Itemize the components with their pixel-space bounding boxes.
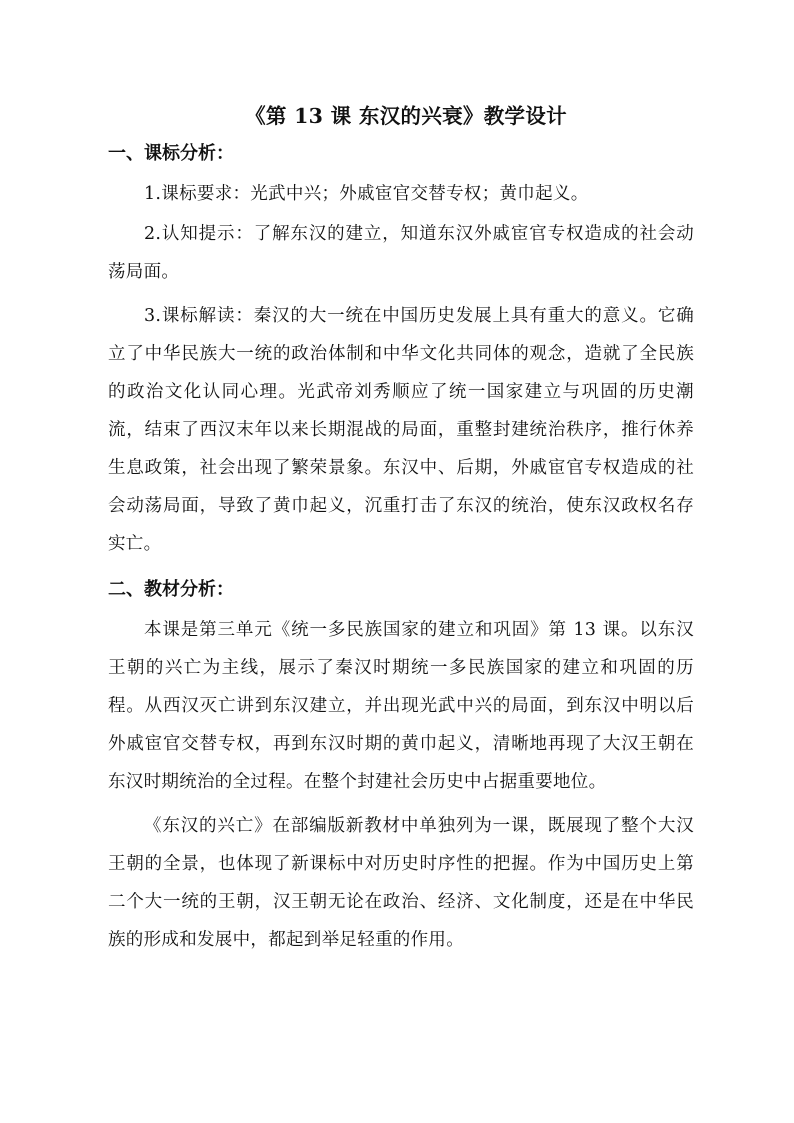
section-heading: 一、课标分析：: [108, 143, 234, 164]
section-textbook-analysis: [108, 569, 694, 959]
paragraph: 1.课标要求：光武中兴；外戚宦官交替专权；黄巾起义。: [144, 184, 589, 204]
paragraph: 本课是第三单元《统一多民族国家的建立和巩固》第 13 课。以东汉王朝的兴亡为主线，展示了秦汉时期统一多民族国家的建立和巩固的历程。从西汉灭亡讲到东汉建立，并出现光武中兴的局面，到东汉中明以后外戚宦官交替专权，再到东汉时期的黄巾起义，清晰地再现了大汉王朝在东汉时期统治的全过程。在整个封建社会历史中占据重要地位。: [108, 620, 694, 792]
document-title: 《第 13 课 东汉的兴衰》教学设计: [245, 104, 567, 128]
section-curriculum-analysis: [108, 133, 694, 563]
paragraph: 《东汉的兴亡》在部编版新教材中单独列为一课，既展现了整个大汉王朝的全景，也体现了新课标中对历史时序性的把握。作为中国历史上第二个大一统的王朝，汉王朝无论在政治、经济、文化制度，还是在中华民族的形成和发展中，都起到举足轻重的作用。: [108, 816, 694, 950]
paragraph: 2.认知提示：了解东汉的建立，知道东汉外戚宦官专权造成的社会动荡局面。: [108, 224, 694, 282]
section-heading: 二、教材分析：: [108, 579, 234, 600]
paragraph: 3.课标解读：秦汉的大一统在中国历史发展上具有重大的意义。它确立了中华民族大一统的政治体制和中华文化共同体的观念，造就了全民族的政治文化认同心理。光武帝刘秀顺应了统一国家建立与巩固的历史潮流，结束了西汉末年以来长期混战的局面，重整封建统治秩序，推行休养生息政策，社会出现了繁荣景象。东汉中、后期，外戚宦官专权造成的社会动荡局面，导致了黄巾起义，沉重打击了东汉的统治，使东汉政权名存实亡。: [108, 306, 694, 554]
